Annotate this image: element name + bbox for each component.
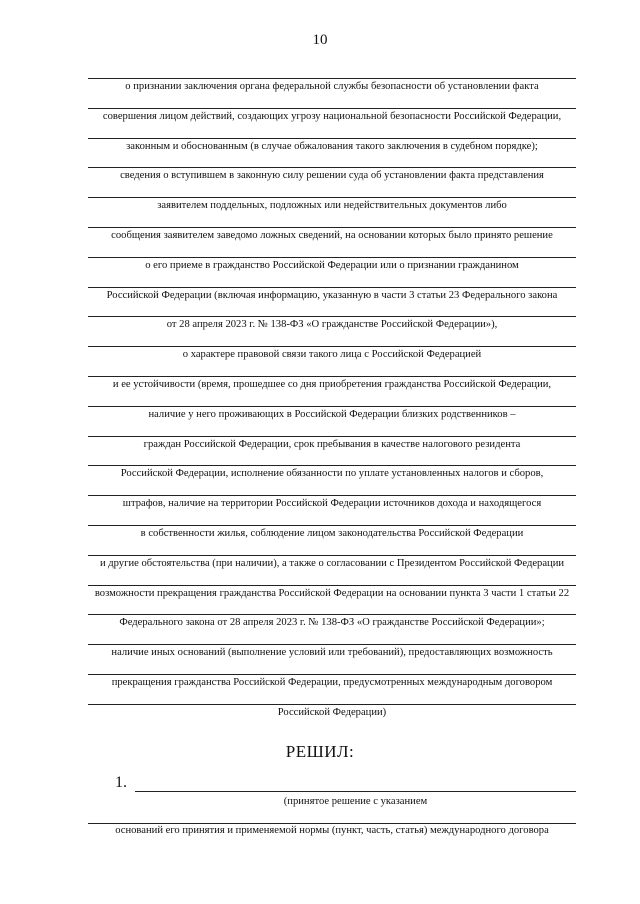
line-caption: совершения лицом действий, создающих угрозу национальной безопасности Российской Федерации, (102, 111, 562, 122)
line-caption: возможности прекращения гражданства Российской Федерации на основании пункта 3 части 1 статьи 22 (94, 588, 570, 599)
ruled-line (88, 614, 576, 615)
ruled-line (88, 465, 576, 466)
closing-line: оснований его принятия и применяемой нормы (пункт, часть, статья) международного договора (115, 825, 549, 836)
line-caption: о его приеме в гражданство Российской Федерации или о признании гражданином (145, 260, 519, 271)
item-caption: (принятое решение с указанием (283, 796, 428, 807)
line-caption: в собственности жилья, соблюдение лицом законодательства Российской Федерации (140, 528, 524, 539)
ruled-line (88, 525, 576, 526)
line-caption: Российской Федерации (включая информацию, указанную в части 3 статьи 23 Федерального закона (106, 290, 558, 301)
line-caption: от 28 апреля 2023 г. № 138-ФЗ «О гражданстве Российской Федерации»), (166, 319, 498, 330)
line-caption: Федерального закона от 28 апреля 2023 г. № 138-ФЗ «О гражданстве Российской Федерации»; (119, 617, 545, 628)
ruled-line (88, 227, 576, 228)
line-caption: граждан Российской Федерации, срок пребывания в качестве налогового резидента (143, 439, 521, 450)
line-caption: Российской Федерации, исполнение обязанности по уплате установленных налогов и сборов, (120, 468, 544, 479)
line-caption: сведения о вступившем в законную силу решении суда об установлении факта представления (120, 170, 544, 181)
line-caption: Российской Федерации) (277, 707, 387, 718)
line-caption: о признании заключения органа федеральной службы безопасности об установлении факта (125, 81, 539, 92)
decision-heading: РЕШИЛ: (285, 742, 355, 761)
line-caption: и другие обстоятельства (при наличии), а также о согласовании с Президентом Российской Федерации (99, 558, 565, 569)
ruled-line (88, 644, 576, 645)
ruled-line (88, 585, 576, 586)
ruled-line (88, 316, 576, 317)
ruled-line (88, 257, 576, 258)
item-number: 1. (115, 774, 127, 791)
ruled-line (88, 674, 576, 675)
ruled-line (88, 555, 576, 556)
ruled-line (88, 167, 576, 168)
ruled-line (88, 138, 576, 139)
line-caption: о характере правовой связи такого лица с Российской Федерацией (182, 349, 482, 360)
ruled-line (88, 78, 576, 79)
line-caption: сообщения заявителем заведомо ложных сведений, на основании которых было принято решение (111, 230, 553, 241)
line-caption: наличие у него проживающих в Российской Федерации близких родственников – (148, 409, 516, 420)
ruled-line (88, 376, 576, 377)
line-caption: штрафов, наличие на территории Российской Федерации источников дохода и находящегося (122, 498, 542, 509)
line-caption: наличие иных оснований (выполнение условий или требований), предоставляющих возможность (111, 647, 553, 658)
item-fill-rule (135, 791, 576, 792)
ruled-line (88, 108, 576, 109)
ruled-line (88, 436, 576, 437)
ruled-line (88, 197, 576, 198)
ruled-line (88, 704, 576, 705)
line-caption: законным и обоснованным (в случае обжалования такого заключения в судебном порядке); (126, 141, 538, 152)
ruled-line (88, 287, 576, 288)
ruled-line (88, 406, 576, 407)
ruled-line (88, 346, 576, 347)
line-caption: заявителем поддельных, подложных или недействительных документов либо (157, 200, 507, 211)
ruled-line (88, 495, 576, 496)
line-caption: прекращения гражданства Российской Федерации, предусмотренных международным договором (111, 677, 553, 688)
page-number: 10 (312, 32, 328, 48)
line-caption: и ее устойчивости (время, прошедшее со дня приобретения гражданства Российской Федерации, (112, 379, 552, 390)
